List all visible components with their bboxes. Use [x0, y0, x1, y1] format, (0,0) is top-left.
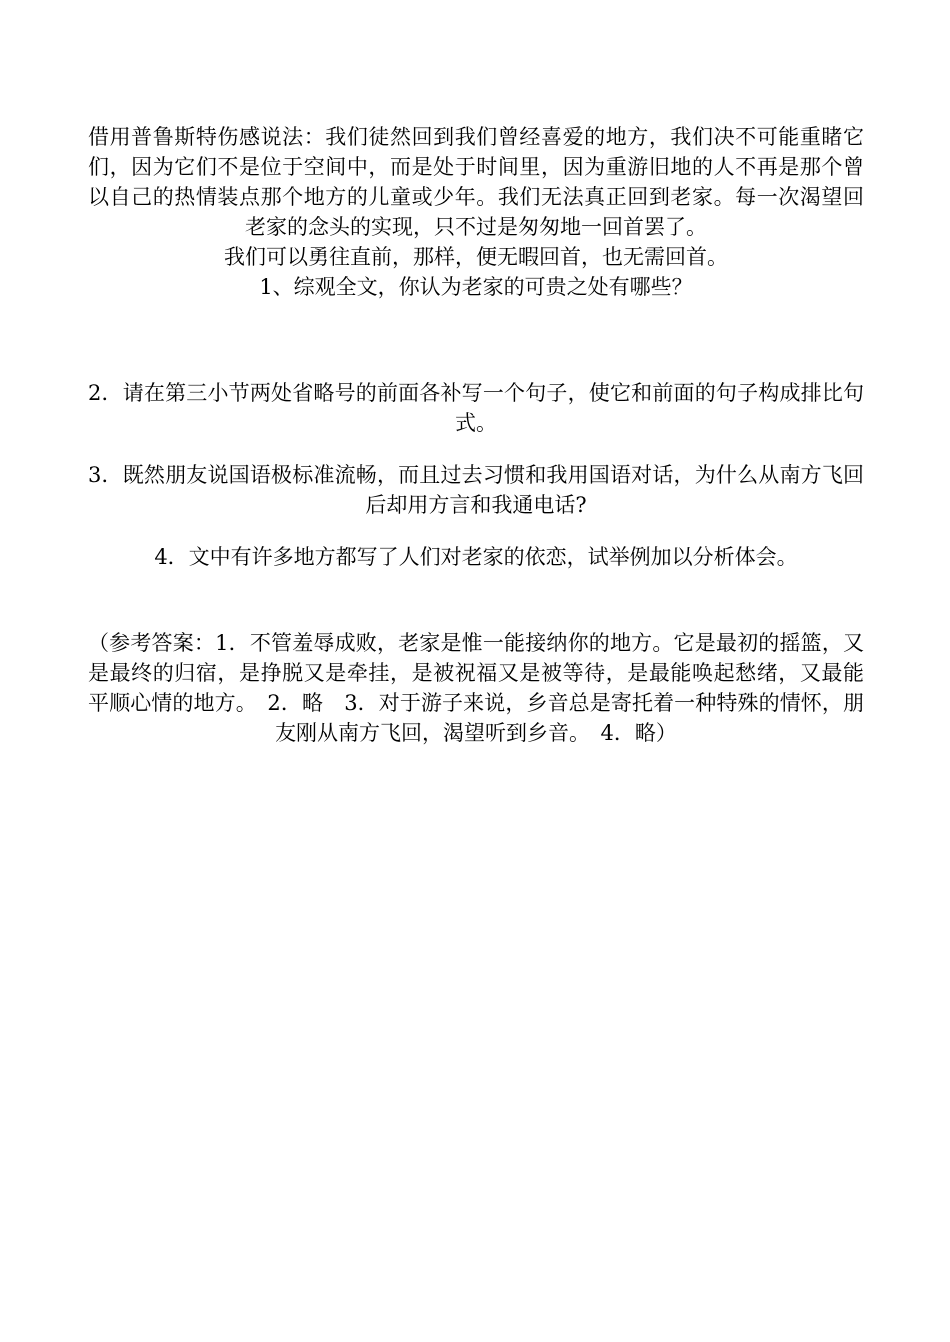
reference-answer: （参考答案：1．不管羞辱成败，老家是惟一能接纳你的地方。它是最初的摇篮，又是最终的归宿，是挣脱又是牵挂，是被祝福又是被等待，是最能唤起愁绪，又最能平顺心情的地方。 2．略 3．对于游子来说，乡音总是寄托着一种特殊的情怀，朋友刚从南方飞回，渴望听到乡音。 4．略）	[88, 631, 864, 745]
document-page	[88, 122, 864, 748]
question-2: 2．请在第三小节两处省略号的前面各补写一个句子，使它和前面的句子构成排比句式。	[88, 381, 864, 435]
question-1: 1、综观全文，你认为老家的可贵之处有哪些？	[259, 275, 693, 299]
question-3: 3．既然朋友说国语极标准流畅，而且过去习惯和我用国语对话，为什么从南方飞回后却用方言和我通电话?	[88, 463, 864, 517]
question-4: 4．文中有许多地方都写了人们对老家的依恋，试举例加以分析体会。	[154, 545, 798, 569]
closing-paragraph: 我们可以勇往直前，那样，便无暇回首，也无需回首。	[224, 245, 728, 269]
quote-paragraph: 借用普鲁斯特伤感说法：我们徒然回到我们曾经喜爱的地方，我们决不可能重睹它们，因为它们不是位于空间中，而是处于时间里，因为重游旧地的人不再是那个曾以自己的热情装点那个地方的儿童或少年。我们无法真正回到老家。每一次渴望回老家的念头的实现，只不过是匆匆地一回首罢了。	[88, 125, 864, 239]
